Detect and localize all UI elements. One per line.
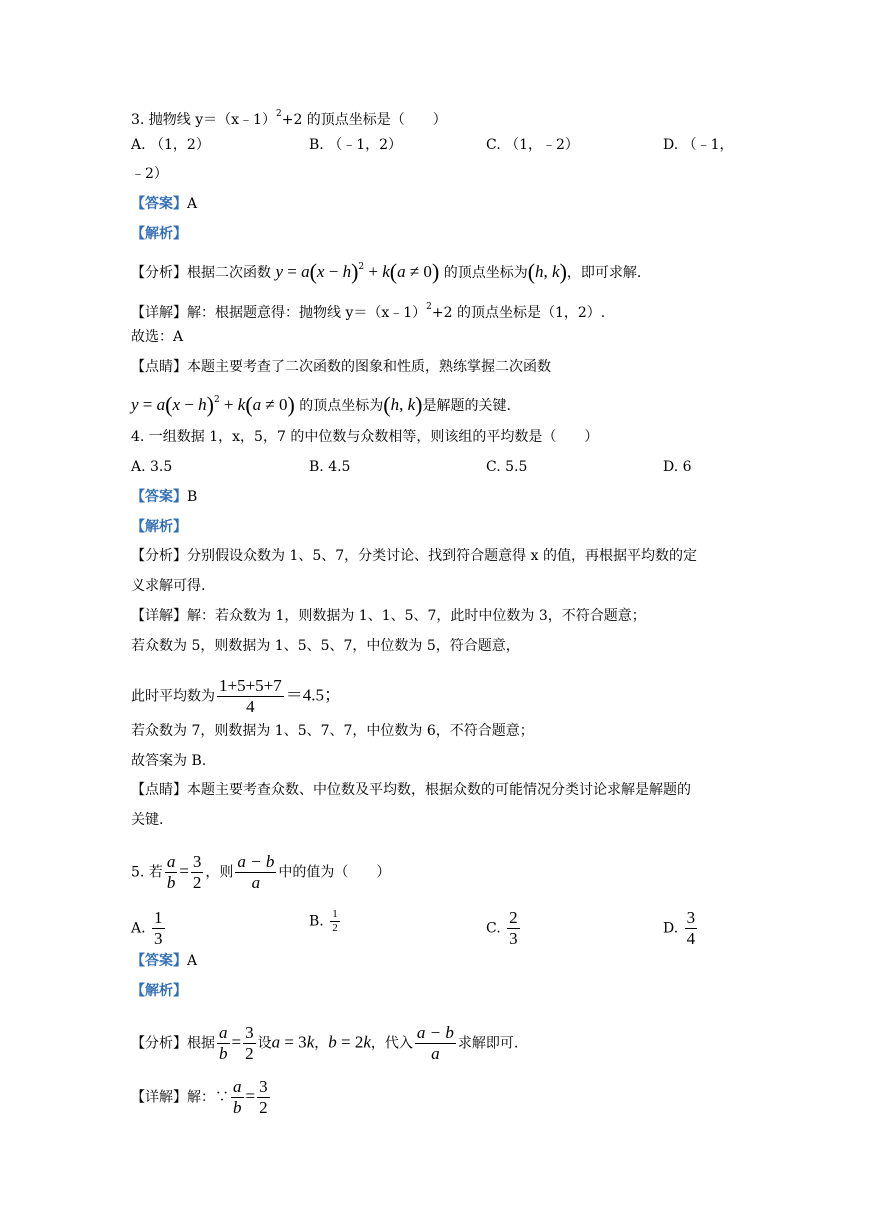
- q5-stem: 5. 若 $\frac{a}{b}$ = $\frac{3}{2}$ ，则 $\frac{a - b}{a}$ 中的值为（ ）: [131, 852, 391, 892]
- q3-xiangjie: 【详解】解：根据题意得：抛物线 y＝（x﹣1）$^2$+2 的顶点坐标是（1，2）.: [131, 302, 606, 321]
- q3-option-b: B. （﹣1，2）: [309, 137, 403, 153]
- q4-option-d: D. 6: [663, 459, 692, 475]
- q4-dianjing-1: 【点睛】本题主要考查众数、中位数及平均数，根据众数的可能情况分类讨论求解是解题的: [131, 782, 691, 798]
- q4-xiangjie-3: 此时平均数为 $\frac{1+5+5+7}{4}$ ＝4.5；: [131, 676, 342, 716]
- q5-answer: 【答案】A: [131, 953, 198, 969]
- q5-option-a: A. $\frac{1}{3}$: [131, 908, 163, 948]
- formula-vertex-form: $y = a(x - h)^2 + k(a \ne 0)$: [275, 259, 440, 284]
- q3-option-d-cont: ﹣2）: [131, 166, 168, 182]
- q5-option-d: D. $\frac{3}{4}$: [663, 908, 696, 948]
- answer-tag: 【答案】: [131, 489, 187, 505]
- q4-xiangjie-5: 故答案为 B.: [131, 753, 207, 769]
- q5-jiexi: 【解析】: [131, 983, 187, 999]
- fraction: $\frac{3}{2}$: [192, 852, 202, 892]
- q3-option-d: D. （﹣1，: [663, 137, 734, 153]
- q4-option-c: C. 5.5: [486, 459, 528, 475]
- fraction: $\frac{a - b}{a}$: [237, 852, 275, 892]
- q4-xiangjie-4: 若众数为 7，则数据为 1、5、7、7，中位数为 6，不符合题意；: [131, 723, 534, 739]
- q3-stem: 3. 抛物线 y＝（x﹣1）$^2$+2 的顶点坐标是（ ）: [131, 109, 447, 128]
- q5-xiangjie: 【详解】解：∵ $\frac{a}{b}$ = $\frac{3}{2}$: [131, 1077, 268, 1117]
- fraction: $\frac{1+5+5+7}{4}$: [219, 676, 282, 716]
- q3-dianjing-1: 【点睛】本题主要考查了二次函数的图象和性质，熟练掌握二次函数: [131, 359, 551, 375]
- q4-xiangjie-2: 若众数为 5，则数据为 1、5、5、7，中位数为 5，符合题意，: [131, 638, 520, 654]
- q3-jiexi: 【解析】: [131, 226, 187, 242]
- q4-stem: 4. 一组数据 1，x，5，7 的中位数与众数相等，则该组的平均数是（ ）: [131, 429, 599, 445]
- q3-guxuan: 故选：A: [131, 329, 184, 345]
- q4-fenxi-2: 义求解可得.: [131, 578, 206, 594]
- q4-fenxi-1: 【分析】分别假设众数为 1、5、7，分类讨论、找到符合题意得 x 的值，再根据平均数的定: [131, 548, 697, 564]
- q5-fenxi: 【分析】根据 $\frac{a}{b}$ = $\frac{3}{2}$ 设a = 3k，b = 2k，代入 $\frac{a - b}{a}$ 求解即可.: [131, 1023, 519, 1063]
- q4-dianjing-2: 关键.: [131, 812, 164, 828]
- answer-tag: 【答案】: [131, 196, 187, 212]
- q4-xiangjie-1: 【详解】解：若众数为 1，则数据为 1、1、5、7，此时中位数为 3，不符合题意；: [131, 608, 646, 624]
- fraction: $\frac{a}{b}$: [166, 852, 176, 892]
- q3-option-c: C. （1，﹣2）: [486, 137, 579, 153]
- formula-vertex-form: $y = a(x - h)^2 + k(a \ne 0)$: [131, 392, 295, 417]
- q4-jiexi: 【解析】: [131, 519, 187, 535]
- q3-dianjing-2: $y = a(x - h)^2 + k(a \ne 0)$ 的顶点坐标为(h, k)是解题的关键.: [131, 392, 511, 417]
- answer-tag: 【答案】: [131, 953, 187, 969]
- q3-fenxi: 【分析】根据二次函数 $y = a(x - h)^2 + k(a \ne 0)$ 的顶点坐标为(h, k)，即可求解.: [131, 259, 642, 284]
- q4-answer: 【答案】B: [131, 489, 198, 505]
- q5-option-b: B. $\frac{1}{2}$: [309, 908, 338, 934]
- q3-answer: 【答案】A: [131, 196, 198, 212]
- q4-option-b: B. 4.5: [309, 459, 351, 475]
- q4-option-a: A. 3.5: [131, 459, 173, 475]
- q3-option-a: A. （1，2）: [131, 137, 210, 153]
- q5-option-c: C. $\frac{2}{3}$: [486, 908, 518, 948]
